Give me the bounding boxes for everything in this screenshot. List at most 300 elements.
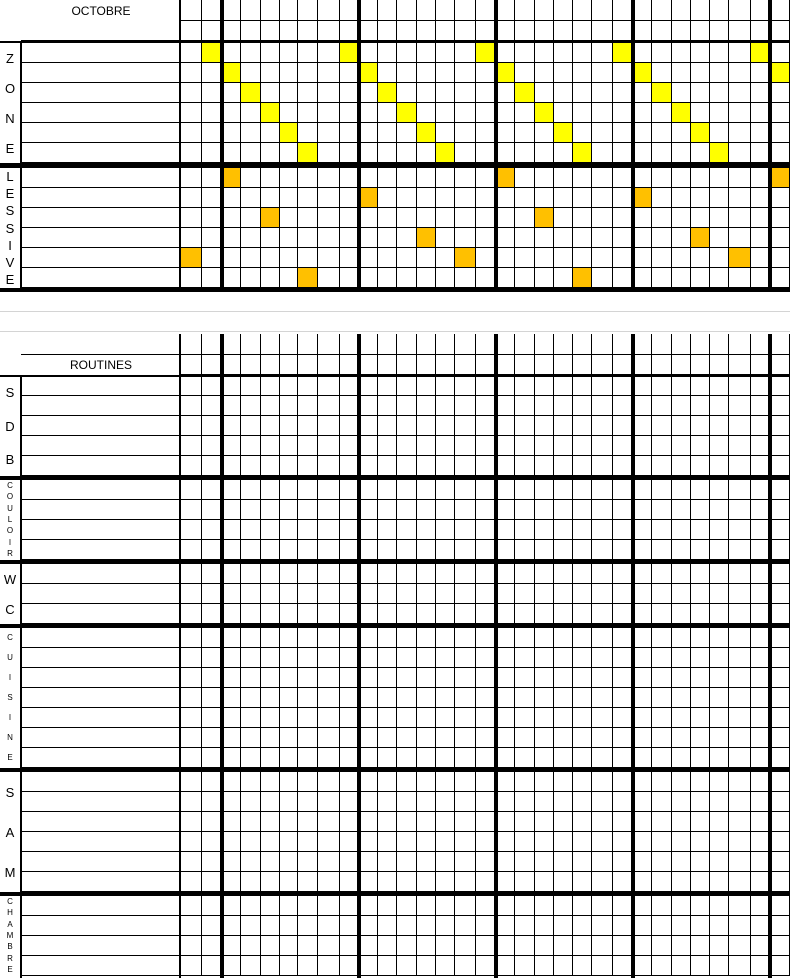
routine-row-day-cell[interactable] bbox=[202, 668, 222, 688]
routine-row-day-cell[interactable] bbox=[222, 416, 241, 436]
zone-row-day-cell[interactable] bbox=[241, 123, 261, 143]
zone-row-day-cell[interactable] bbox=[672, 103, 691, 123]
routine-row-day-cell[interactable] bbox=[554, 376, 573, 396]
routine-row-day-cell[interactable] bbox=[691, 376, 710, 396]
routine-row-day-cell[interactable] bbox=[436, 936, 455, 956]
routine-row-day-cell[interactable] bbox=[592, 456, 613, 476]
routine-row-day-cell[interactable] bbox=[535, 520, 554, 540]
lessive-row-day-cell[interactable] bbox=[496, 248, 515, 268]
routine-row-day-cell[interactable] bbox=[359, 748, 378, 768]
routine-row-day-cell[interactable] bbox=[613, 540, 633, 560]
routine-row-day-cell[interactable] bbox=[770, 792, 790, 812]
routine-row-day-cell[interactable] bbox=[476, 748, 496, 768]
routine-row-day-cell[interactable] bbox=[378, 480, 397, 500]
routine-row-day-cell[interactable] bbox=[729, 376, 751, 396]
lessive-row-day-cell[interactable] bbox=[613, 228, 633, 248]
routine-row-day-cell[interactable] bbox=[298, 396, 318, 416]
routine-row-day-cell[interactable] bbox=[554, 480, 573, 500]
routine-row-day-cell[interactable] bbox=[710, 896, 729, 916]
zone-row-day-cell[interactable] bbox=[592, 43, 613, 63]
zone-row-day-cell[interactable] bbox=[729, 63, 751, 83]
routine-row-day-cell[interactable] bbox=[691, 896, 710, 916]
routine-row-day-cell[interactable] bbox=[652, 916, 672, 936]
routine-row-day-cell[interactable] bbox=[378, 376, 397, 396]
routine-row-day-cell[interactable] bbox=[613, 812, 633, 832]
routine-row-day-cell[interactable] bbox=[770, 832, 790, 852]
zone-row-day-cell[interactable] bbox=[318, 123, 340, 143]
lessive-row-day-cell[interactable] bbox=[417, 208, 436, 228]
routine-row-day-cell[interactable] bbox=[397, 748, 417, 768]
routine-row-day-cell[interactable] bbox=[710, 872, 729, 892]
routine-row-day-cell[interactable] bbox=[378, 648, 397, 668]
routine-row-day-cell[interactable] bbox=[729, 708, 751, 728]
routine-row-day-cell[interactable] bbox=[729, 540, 751, 560]
zone-row-day-cell[interactable] bbox=[770, 83, 790, 103]
routine-row-day-cell[interactable] bbox=[573, 688, 592, 708]
routine-row-day-cell[interactable] bbox=[202, 956, 222, 976]
routine-row-day-cell[interactable] bbox=[298, 416, 318, 436]
routine-row-day-cell[interactable] bbox=[241, 564, 261, 584]
routine-row-day-cell[interactable] bbox=[770, 564, 790, 584]
routine-row-day-cell[interactable] bbox=[729, 772, 751, 792]
zone-row-day-cell[interactable] bbox=[710, 63, 729, 83]
routine-row-day-cell[interactable] bbox=[613, 956, 633, 976]
routine-row-day-cell[interactable] bbox=[613, 456, 633, 476]
routine-row-day-cell[interactable] bbox=[592, 792, 613, 812]
zone-row-day-cell[interactable] bbox=[633, 43, 652, 63]
routine-row-day-cell[interactable] bbox=[515, 628, 535, 648]
routine-row-day-cell[interactable] bbox=[729, 396, 751, 416]
routine-row-day-cell[interactable] bbox=[652, 832, 672, 852]
routine-row-day-cell[interactable] bbox=[476, 916, 496, 936]
zone-row-day-cell[interactable] bbox=[476, 63, 496, 83]
routine-row-day-cell[interactable] bbox=[770, 376, 790, 396]
routine-row-day-cell[interactable] bbox=[592, 708, 613, 728]
routine-row-day-cell[interactable] bbox=[592, 956, 613, 976]
routine-row-day-cell[interactable] bbox=[202, 936, 222, 956]
routine-row-day-cell[interactable] bbox=[535, 564, 554, 584]
routine-row-day-cell[interactable] bbox=[318, 376, 340, 396]
routine-row-day-cell[interactable] bbox=[633, 772, 652, 792]
routine-row-day-cell[interactable] bbox=[535, 936, 554, 956]
routine-row-day-cell[interactable] bbox=[417, 708, 436, 728]
lessive-row-day-cell[interactable] bbox=[770, 248, 790, 268]
routine-row-day-cell[interactable] bbox=[554, 872, 573, 892]
routine-row-day-cell[interactable] bbox=[672, 852, 691, 872]
routine-row-day-cell[interactable] bbox=[359, 852, 378, 872]
routine-row-day-cell[interactable] bbox=[280, 540, 298, 560]
routine-row-day-cell[interactable] bbox=[672, 604, 691, 624]
routine-row-day-cell[interactable] bbox=[496, 436, 515, 456]
lessive-row-day-cell[interactable] bbox=[573, 228, 592, 248]
lessive-row-day-cell[interactable] bbox=[241, 248, 261, 268]
routine-row-day-cell[interactable] bbox=[359, 540, 378, 560]
lessive-row-day-cell[interactable] bbox=[672, 168, 691, 188]
routine-row-day-cell[interactable] bbox=[515, 748, 535, 768]
routine-row-day-cell[interactable] bbox=[181, 708, 202, 728]
routine-row-day-cell[interactable] bbox=[496, 376, 515, 396]
routine-row-day-cell[interactable] bbox=[359, 772, 378, 792]
routine-row-day-cell[interactable] bbox=[280, 936, 298, 956]
routine-row-day-cell[interactable] bbox=[476, 668, 496, 688]
routine-row-day-cell[interactable] bbox=[417, 832, 436, 852]
lessive-row-day-cell[interactable] bbox=[770, 228, 790, 248]
routine-row-day-cell[interactable] bbox=[280, 416, 298, 436]
lessive-row-day-cell[interactable] bbox=[417, 248, 436, 268]
zone-row-day-cell[interactable] bbox=[222, 83, 241, 103]
zone-row-day-cell[interactable] bbox=[770, 63, 790, 83]
routine-row-day-cell[interactable] bbox=[318, 832, 340, 852]
routine-row-day-cell[interactable] bbox=[554, 812, 573, 832]
lessive-row-day-cell[interactable] bbox=[476, 248, 496, 268]
zone-row-day-cell[interactable] bbox=[436, 63, 455, 83]
routine-row-day-cell[interactable] bbox=[455, 852, 476, 872]
routine-row-day-cell[interactable] bbox=[261, 956, 280, 976]
routine-row-day-cell[interactable] bbox=[261, 916, 280, 936]
routine-row-day-cell[interactable] bbox=[592, 832, 613, 852]
routine-row-day-cell[interactable] bbox=[770, 916, 790, 936]
routine-row-day-cell[interactable] bbox=[554, 956, 573, 976]
routine-row-day-cell[interactable] bbox=[318, 852, 340, 872]
routine-row-day-cell[interactable] bbox=[455, 540, 476, 560]
routine-row-day-cell[interactable] bbox=[181, 956, 202, 976]
zone-row-day-cell[interactable] bbox=[710, 83, 729, 103]
routine-row-day-cell[interactable] bbox=[241, 772, 261, 792]
routine-row-day-cell[interactable] bbox=[181, 668, 202, 688]
lessive-row-day-cell[interactable] bbox=[691, 268, 710, 288]
routine-row-day-cell[interactable] bbox=[691, 708, 710, 728]
routine-row-day-cell[interactable] bbox=[691, 436, 710, 456]
zone-row-day-cell[interactable] bbox=[181, 63, 202, 83]
routine-row-day-cell[interactable] bbox=[573, 564, 592, 584]
lessive-row-day-cell[interactable] bbox=[378, 268, 397, 288]
routine-row-day-cell[interactable] bbox=[633, 584, 652, 604]
routine-row-day-cell[interactable] bbox=[652, 812, 672, 832]
routine-row-day-cell[interactable] bbox=[455, 416, 476, 436]
routine-row-day-cell[interactable] bbox=[241, 792, 261, 812]
lessive-row-day-cell[interactable] bbox=[181, 168, 202, 188]
routine-row-day-cell[interactable] bbox=[652, 668, 672, 688]
routine-row-day-cell[interactable] bbox=[710, 688, 729, 708]
routine-row-day-cell[interactable] bbox=[613, 916, 633, 936]
routine-row-day-cell[interactable] bbox=[280, 872, 298, 892]
routine-row-day-cell[interactable] bbox=[378, 896, 397, 916]
lessive-row-day-cell[interactable] bbox=[318, 208, 340, 228]
routine-row-day-cell[interactable] bbox=[280, 520, 298, 540]
routine-row-day-cell[interactable] bbox=[652, 688, 672, 708]
routine-row-day-cell[interactable] bbox=[397, 812, 417, 832]
routine-row-day-cell[interactable] bbox=[496, 480, 515, 500]
routine-row-day-cell[interactable] bbox=[378, 584, 397, 604]
lessive-row-day-cell[interactable] bbox=[397, 268, 417, 288]
routine-row-day-cell[interactable] bbox=[378, 540, 397, 560]
routine-row-day-cell[interactable] bbox=[222, 480, 241, 500]
lessive-row-day-cell[interactable] bbox=[554, 188, 573, 208]
routine-row-day-cell[interactable] bbox=[436, 540, 455, 560]
routine-row-day-cell[interactable] bbox=[515, 792, 535, 812]
routine-row-day-cell[interactable] bbox=[436, 604, 455, 624]
zone-row-day-cell[interactable] bbox=[397, 63, 417, 83]
lessive-row-day-cell[interactable] bbox=[592, 268, 613, 288]
routine-row-day-cell[interactable] bbox=[241, 748, 261, 768]
zone-row-day-cell[interactable] bbox=[455, 63, 476, 83]
routine-row-day-cell[interactable] bbox=[241, 708, 261, 728]
lessive-row-day-cell[interactable] bbox=[378, 168, 397, 188]
routine-row-day-cell[interactable] bbox=[397, 376, 417, 396]
zone-row-day-cell[interactable] bbox=[729, 103, 751, 123]
routine-row-day-cell[interactable] bbox=[261, 896, 280, 916]
routine-row-day-cell[interactable] bbox=[652, 436, 672, 456]
routine-row-day-cell[interactable] bbox=[298, 708, 318, 728]
zone-row-day-cell[interactable] bbox=[378, 43, 397, 63]
routine-row-day-cell[interactable] bbox=[222, 728, 241, 748]
routine-row-day-cell[interactable] bbox=[652, 728, 672, 748]
routine-row-day-cell[interactable] bbox=[515, 436, 535, 456]
lessive-row-day-cell[interactable] bbox=[573, 268, 592, 288]
routine-row-day-cell[interactable] bbox=[181, 832, 202, 852]
routine-row-day-cell[interactable] bbox=[397, 936, 417, 956]
zone-row-day-cell[interactable] bbox=[515, 83, 535, 103]
routine-row-day-cell[interactable] bbox=[672, 416, 691, 436]
routine-row-day-cell[interactable] bbox=[261, 564, 280, 584]
zone-row-day-cell[interactable] bbox=[222, 63, 241, 83]
zone-row-day-cell[interactable] bbox=[691, 63, 710, 83]
routine-row-day-cell[interactable] bbox=[535, 396, 554, 416]
routine-row-day-cell[interactable] bbox=[241, 872, 261, 892]
lessive-row-day-cell[interactable] bbox=[592, 168, 613, 188]
routine-row-day-cell[interactable] bbox=[770, 628, 790, 648]
routine-row-day-cell[interactable] bbox=[476, 852, 496, 872]
routine-row-day-cell[interactable] bbox=[397, 852, 417, 872]
lessive-row-day-cell[interactable] bbox=[318, 168, 340, 188]
routine-row-day-cell[interactable] bbox=[770, 540, 790, 560]
routine-row-day-cell[interactable] bbox=[202, 416, 222, 436]
routine-row-day-cell[interactable] bbox=[359, 436, 378, 456]
routine-row-day-cell[interactable] bbox=[496, 916, 515, 936]
routine-row-day-cell[interactable] bbox=[241, 456, 261, 476]
zone-row-day-cell[interactable] bbox=[633, 83, 652, 103]
routine-row-day-cell[interactable] bbox=[710, 500, 729, 520]
routine-row-day-cell[interactable] bbox=[691, 604, 710, 624]
routine-row-day-cell[interactable] bbox=[515, 896, 535, 916]
lessive-row-day-cell[interactable] bbox=[652, 228, 672, 248]
routine-row-day-cell[interactable] bbox=[691, 832, 710, 852]
lessive-row-day-cell[interactable] bbox=[652, 168, 672, 188]
lessive-row-day-cell[interactable] bbox=[241, 208, 261, 228]
routine-row-day-cell[interactable] bbox=[359, 584, 378, 604]
lessive-row-day-cell[interactable] bbox=[202, 268, 222, 288]
routine-row-day-cell[interactable] bbox=[318, 584, 340, 604]
routine-row-day-cell[interactable] bbox=[241, 728, 261, 748]
routine-row-day-cell[interactable] bbox=[397, 564, 417, 584]
routine-row-day-cell[interactable] bbox=[280, 916, 298, 936]
routine-row-day-cell[interactable] bbox=[359, 936, 378, 956]
routine-row-day-cell[interactable] bbox=[397, 668, 417, 688]
routine-row-day-cell[interactable] bbox=[535, 540, 554, 560]
routine-row-day-cell[interactable] bbox=[436, 728, 455, 748]
routine-row-day-cell[interactable] bbox=[476, 584, 496, 604]
routine-row-day-cell[interactable] bbox=[181, 852, 202, 872]
routine-row-day-cell[interactable] bbox=[672, 936, 691, 956]
zone-row-day-cell[interactable] bbox=[535, 103, 554, 123]
routine-row-day-cell[interactable] bbox=[280, 584, 298, 604]
routine-row-day-cell[interactable] bbox=[417, 916, 436, 936]
routine-row-day-cell[interactable] bbox=[496, 748, 515, 768]
routine-row-day-cell[interactable] bbox=[298, 872, 318, 892]
routine-row-day-cell[interactable] bbox=[318, 628, 340, 648]
routine-row-day-cell[interactable] bbox=[476, 436, 496, 456]
lessive-row-day-cell[interactable] bbox=[181, 188, 202, 208]
zone-row-day-cell[interactable] bbox=[318, 103, 340, 123]
routine-row-day-cell[interactable] bbox=[633, 936, 652, 956]
routine-row-day-cell[interactable] bbox=[710, 396, 729, 416]
zone-row-day-cell[interactable] bbox=[613, 63, 633, 83]
routine-row-day-cell[interactable] bbox=[770, 956, 790, 976]
zone-row-day-cell[interactable] bbox=[202, 103, 222, 123]
routine-row-day-cell[interactable] bbox=[672, 688, 691, 708]
routine-row-day-cell[interactable] bbox=[770, 500, 790, 520]
routine-row-day-cell[interactable] bbox=[318, 728, 340, 748]
lessive-row-day-cell[interactable] bbox=[280, 208, 298, 228]
zone-row-day-cell[interactable] bbox=[535, 43, 554, 63]
routine-row-day-cell[interactable] bbox=[633, 376, 652, 396]
routine-row-day-cell[interactable] bbox=[378, 564, 397, 584]
routine-row-day-cell[interactable] bbox=[535, 812, 554, 832]
routine-row-day-cell[interactable] bbox=[202, 540, 222, 560]
routine-row-day-cell[interactable] bbox=[573, 728, 592, 748]
routine-row-day-cell[interactable] bbox=[535, 956, 554, 976]
routine-row-day-cell[interactable] bbox=[476, 688, 496, 708]
routine-row-day-cell[interactable] bbox=[436, 748, 455, 768]
zone-row-day-cell[interactable] bbox=[397, 143, 417, 163]
zone-row-day-cell[interactable] bbox=[261, 83, 280, 103]
routine-row-day-cell[interactable] bbox=[298, 896, 318, 916]
routine-row-day-cell[interactable] bbox=[181, 564, 202, 584]
routine-row-day-cell[interactable] bbox=[613, 416, 633, 436]
routine-row-day-cell[interactable] bbox=[652, 520, 672, 540]
lessive-row-day-cell[interactable] bbox=[359, 168, 378, 188]
routine-row-day-cell[interactable] bbox=[202, 916, 222, 936]
routine-row-day-cell[interactable] bbox=[729, 872, 751, 892]
routine-row-day-cell[interactable] bbox=[181, 480, 202, 500]
routine-row-day-cell[interactable] bbox=[318, 540, 340, 560]
routine-row-day-cell[interactable] bbox=[222, 648, 241, 668]
zone-row-day-cell[interactable] bbox=[496, 83, 515, 103]
zone-row-day-cell[interactable] bbox=[515, 63, 535, 83]
routine-row-day-cell[interactable] bbox=[535, 376, 554, 396]
zone-row-day-cell[interactable] bbox=[633, 63, 652, 83]
routine-row-day-cell[interactable] bbox=[378, 936, 397, 956]
routine-row-day-cell[interactable] bbox=[359, 648, 378, 668]
routine-row-day-cell[interactable] bbox=[535, 628, 554, 648]
lessive-row-day-cell[interactable] bbox=[202, 188, 222, 208]
routine-row-day-cell[interactable] bbox=[436, 812, 455, 832]
zone-row-day-cell[interactable] bbox=[222, 143, 241, 163]
routine-row-day-cell[interactable] bbox=[710, 956, 729, 976]
routine-row-day-cell[interactable] bbox=[261, 520, 280, 540]
zone-row-day-cell[interactable] bbox=[710, 143, 729, 163]
lessive-row-day-cell[interactable] bbox=[496, 188, 515, 208]
zone-row-day-cell[interactable] bbox=[359, 123, 378, 143]
zone-row-day-cell[interactable] bbox=[691, 43, 710, 63]
zone-row-day-cell[interactable] bbox=[573, 83, 592, 103]
routine-row-day-cell[interactable] bbox=[181, 584, 202, 604]
routine-row-day-cell[interactable] bbox=[710, 936, 729, 956]
routine-row-day-cell[interactable] bbox=[397, 436, 417, 456]
routine-row-day-cell[interactable] bbox=[515, 456, 535, 476]
routine-row-day-cell[interactable] bbox=[554, 936, 573, 956]
routine-row-day-cell[interactable] bbox=[261, 540, 280, 560]
routine-row-day-cell[interactable] bbox=[318, 648, 340, 668]
zone-row-day-cell[interactable] bbox=[613, 123, 633, 143]
routine-row-day-cell[interactable] bbox=[554, 436, 573, 456]
routine-row-day-cell[interactable] bbox=[397, 628, 417, 648]
zone-row-day-cell[interactable] bbox=[222, 103, 241, 123]
routine-row-day-cell[interactable] bbox=[613, 480, 633, 500]
routine-row-day-cell[interactable] bbox=[241, 500, 261, 520]
routine-row-day-cell[interactable] bbox=[496, 872, 515, 892]
routine-row-day-cell[interactable] bbox=[298, 832, 318, 852]
routine-row-day-cell[interactable] bbox=[378, 628, 397, 648]
zone-row-day-cell[interactable] bbox=[496, 123, 515, 143]
routine-row-day-cell[interactable] bbox=[261, 604, 280, 624]
routine-row-day-cell[interactable] bbox=[672, 584, 691, 604]
routine-row-day-cell[interactable] bbox=[280, 480, 298, 500]
lessive-row-day-cell[interactable] bbox=[261, 268, 280, 288]
routine-row-day-cell[interactable] bbox=[515, 916, 535, 936]
zone-row-day-cell[interactable] bbox=[318, 83, 340, 103]
routine-row-day-cell[interactable] bbox=[613, 500, 633, 520]
lessive-row-day-cell[interactable] bbox=[318, 228, 340, 248]
routine-row-day-cell[interactable] bbox=[280, 832, 298, 852]
lessive-row-day-cell[interactable] bbox=[535, 248, 554, 268]
routine-row-day-cell[interactable] bbox=[554, 648, 573, 668]
zone-row-day-cell[interactable] bbox=[298, 103, 318, 123]
routine-row-day-cell[interactable] bbox=[613, 396, 633, 416]
lessive-row-day-cell[interactable] bbox=[222, 188, 241, 208]
routine-row-day-cell[interactable] bbox=[397, 456, 417, 476]
routine-row-day-cell[interactable] bbox=[378, 872, 397, 892]
routine-row-day-cell[interactable] bbox=[298, 916, 318, 936]
routine-row-day-cell[interactable] bbox=[222, 604, 241, 624]
routine-row-day-cell[interactable] bbox=[691, 668, 710, 688]
routine-row-day-cell[interactable] bbox=[496, 396, 515, 416]
routine-row-day-cell[interactable] bbox=[359, 688, 378, 708]
lessive-row-day-cell[interactable] bbox=[672, 248, 691, 268]
routine-row-day-cell[interactable] bbox=[554, 396, 573, 416]
routine-row-day-cell[interactable] bbox=[181, 648, 202, 668]
routine-row-day-cell[interactable] bbox=[535, 772, 554, 792]
lessive-row-day-cell[interactable] bbox=[280, 168, 298, 188]
routine-row-day-cell[interactable] bbox=[261, 480, 280, 500]
lessive-row-day-cell[interactable] bbox=[710, 268, 729, 288]
routine-row-day-cell[interactable] bbox=[770, 668, 790, 688]
lessive-row-day-cell[interactable] bbox=[535, 268, 554, 288]
lessive-row-day-cell[interactable] bbox=[397, 248, 417, 268]
routine-row-day-cell[interactable] bbox=[515, 584, 535, 604]
zone-row-day-cell[interactable] bbox=[397, 43, 417, 63]
routine-row-day-cell[interactable] bbox=[613, 688, 633, 708]
routine-row-day-cell[interactable] bbox=[397, 648, 417, 668]
routine-row-day-cell[interactable] bbox=[359, 500, 378, 520]
routine-row-day-cell[interactable] bbox=[181, 500, 202, 520]
routine-row-day-cell[interactable] bbox=[298, 628, 318, 648]
routine-row-day-cell[interactable] bbox=[496, 648, 515, 668]
routine-row-day-cell[interactable] bbox=[633, 456, 652, 476]
routine-row-day-cell[interactable] bbox=[729, 500, 751, 520]
routine-row-day-cell[interactable] bbox=[710, 376, 729, 396]
zone-row-day-cell[interactable] bbox=[535, 83, 554, 103]
